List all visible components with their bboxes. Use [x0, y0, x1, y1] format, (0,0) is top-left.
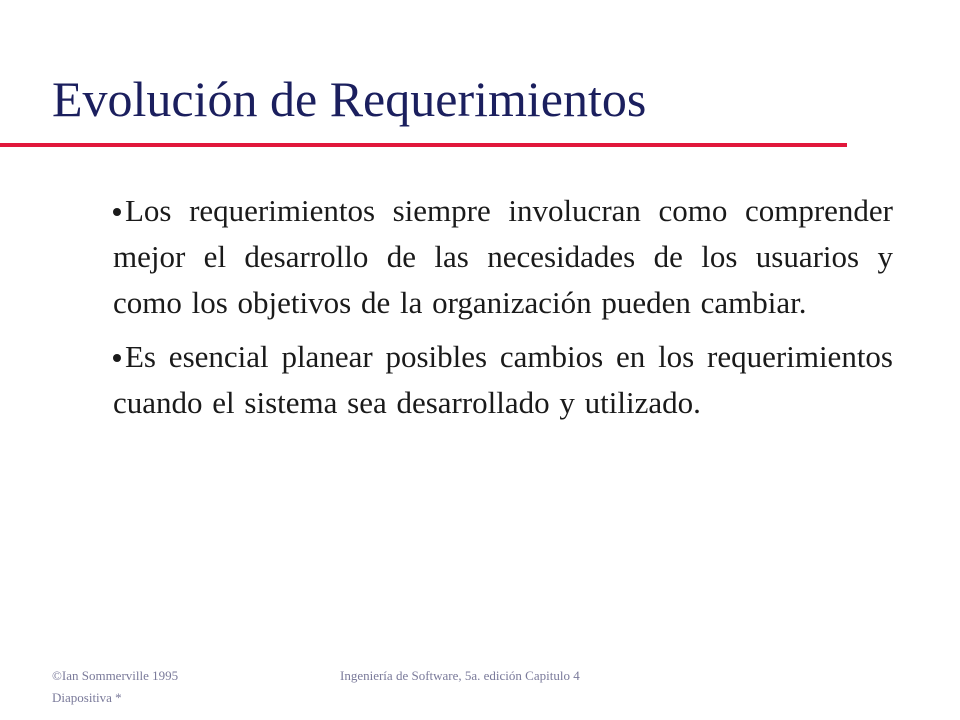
- bullet-text: Es esencial planear posibles cambios en los requerimientos cuando el sistema sea desarrollado y utilizado.: [113, 339, 893, 420]
- bullet-dot-icon: [113, 354, 121, 362]
- footer-slide-label: Diapositiva *: [52, 690, 122, 705]
- footer-left: [52, 665, 282, 709]
- bullet-dot-icon: [113, 208, 121, 216]
- footer-copyright: ©Ian Sommerville 1995: [52, 668, 179, 683]
- bullet-item: [113, 334, 893, 426]
- footer-course: Ingeniería de Software, 5a. edición Capitulo 4: [340, 668, 580, 683]
- slide-title: Evolución de Requerimientos: [52, 71, 647, 127]
- bullet-item: [113, 188, 893, 326]
- bullet-text: Los requerimientos siempre involucran como comprender mejor el desarrollo de las necesidades de los usuarios y como los objetivos de la organización pueden cambiar.: [113, 193, 893, 320]
- title-underline: [0, 143, 847, 147]
- bullet-list: [113, 188, 893, 434]
